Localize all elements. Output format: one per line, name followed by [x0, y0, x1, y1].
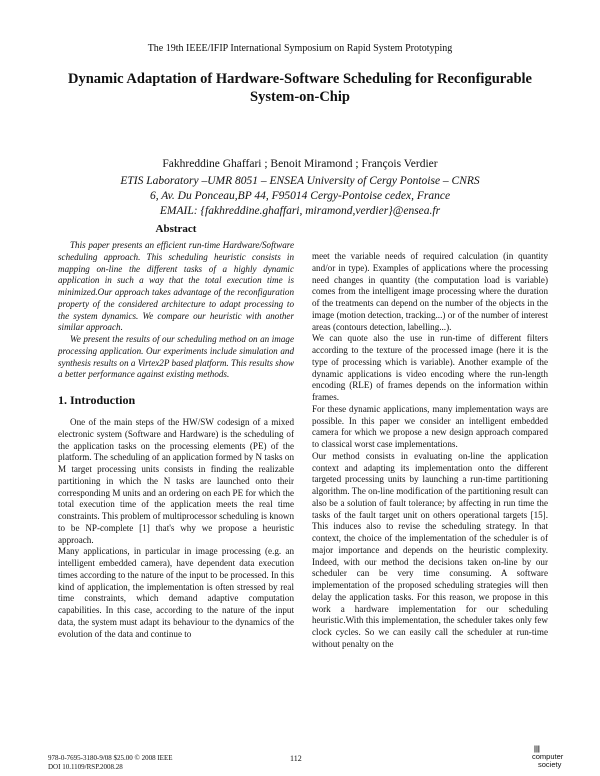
footer-doi: DOI 10.1109/RSP.2008.28: [48, 763, 123, 771]
footer-copyright: [48, 754, 173, 772]
ieee-mark-icon: |||: [534, 746, 540, 753]
conference-header: The 19th IEEE/IFIP International Symposium on Rapid System Prototyping: [147, 43, 453, 54]
affiliation-lab: ETIS Laboratory –UMR 8051 – ENSEA University of Cergy Pontoise – CNRS: [120, 175, 480, 187]
abstract-paragraph-1: This paper presents an efficient run-time Hardware/Software scheduling approach. This scheduling heuristic consists in mapping on-line the different tasks of a highly dynamic application in such a way that the total execution time is minimized.Our approach takes advantage of the reconfiguration property of the considered architecture to adapt processing to the system dynamics. We compare our heuristic with another similar approach.: [58, 240, 294, 333]
intro-paragraph-4: We can quote also the use in run-time of different filters according to the texture of the processed image (here it is the type of processing which is variable). Another example of the dynamic applications is video encoding where the run-length encoding (RLE) of frames depends on the information within frames.: [312, 333, 548, 402]
logo-line-2: society: [538, 760, 562, 769]
logo-line-1: computer: [532, 752, 564, 761]
introduction-heading: 1. Introduction: [58, 393, 136, 407]
intro-paragraph-6: Our method consists in evaluating on-line the application context and adapting its implementation onto the different targeted processing units by launching a run-time partitioning algorithm. The on-line modification of the partitioning result can also be a solution of fault tolerance; by affecting in run time the tasks of the fault target unit on others operational targets [15]. This induces also to revise the scheduling strategy. In that context, the choice of the implementation of the scheduler is of major importance and depends on the heuristic complexity. Indeed, with our method the decisions taken on-line by our scheduler can be very time consuming. A software implementation of the proposed scheduling strategies will then delay the application tasks. For this reason, we propose in this work a hardware implementation for our scheduling heuristic.With this implementation, the scheduler takes only few clock cycles. So we can easily call the scheduler at run-time without penalty on the: [312, 450, 548, 649]
intro-paragraph-1: One of the main steps of the HW/SW codesign of a mixed electronic system (Software and Hardware) is the scheduling of the application tasks on the processing elements (PE) of the platform. The scheduling of an application formed by N tasks on M target processing units consists in finding the realizable partitioning in which the N tasks are launched onto their corresponding M units and an ordering on each PE for which the total execution time of the application meets the real time constraints. This problem of multiprocessor scheduling is known to be NP-complete [1] that's why we propose a heuristic approach.: [58, 417, 294, 545]
authors: Fakhreddine Ghaffari ; Benoit Miramond ; François Verdier: [162, 158, 438, 170]
affiliation-address: 6, Av. Du Ponceau,BP 44, F95014 Cergy-Pontoise cedex, France: [149, 190, 451, 202]
right-column: [312, 251, 548, 651]
title-line-2: System-on-Chip: [250, 89, 350, 105]
abstract-paragraph-2: We present the results of our scheduling method on an image processing application. Our experiments include simulation and synthesis results on a Virtex2P based platform. This results show a better performance against existing methods.: [58, 334, 294, 380]
affiliation-block: [0, 174, 600, 219]
computer-society-logo: [520, 746, 568, 768]
page-number: 112: [290, 754, 302, 763]
footer-isbn: 978-0-7695-3180-9/08 $25.00 © 2008 IEEE: [48, 754, 173, 762]
paper-title: [40, 70, 560, 106]
abstract-body: [58, 240, 294, 381]
left-column: [58, 222, 294, 640]
title-line-1: Dynamic Adaptation of Hardware-Software Scheduling for Reconfigurable: [68, 71, 532, 87]
author-email: EMAIL: {fakhreddine.ghaffari, miramond,verdier}@ensea.fr: [159, 205, 441, 217]
intro-paragraph-2: Many applications, in particular in image processing (e.g. an intelligent embedded camera), have dependent data execution times according to the nature of the input to be processed. In this kind of application, the implementation is often stressed by real time constraints, which demand adaptive computation capabilities. In this case, according to the nature of the input data, the system must adapt its behaviour to the dynamics of the evolution of the data and continue to: [58, 546, 294, 639]
intro-paragraph-5: For these dynamic applications, many implementation ways are possible. In this paper we consider an intelligent embedded camera for which we propose a new design approach compared to classical worst case implementations.: [312, 403, 548, 449]
intro-paragraph-3: meet the variable needs of required calculation (in quantity and/or in type). Examples of applications where the processing need changes in quantity (the computation load is variable) comes from the intelligent image processing where the duration of the treatments can depend on the number of the objects in the image (motion detection, tracking...) or of the number of interest areas (contours detection, labelling...).: [312, 251, 548, 332]
abstract-heading: Abstract: [155, 223, 197, 235]
